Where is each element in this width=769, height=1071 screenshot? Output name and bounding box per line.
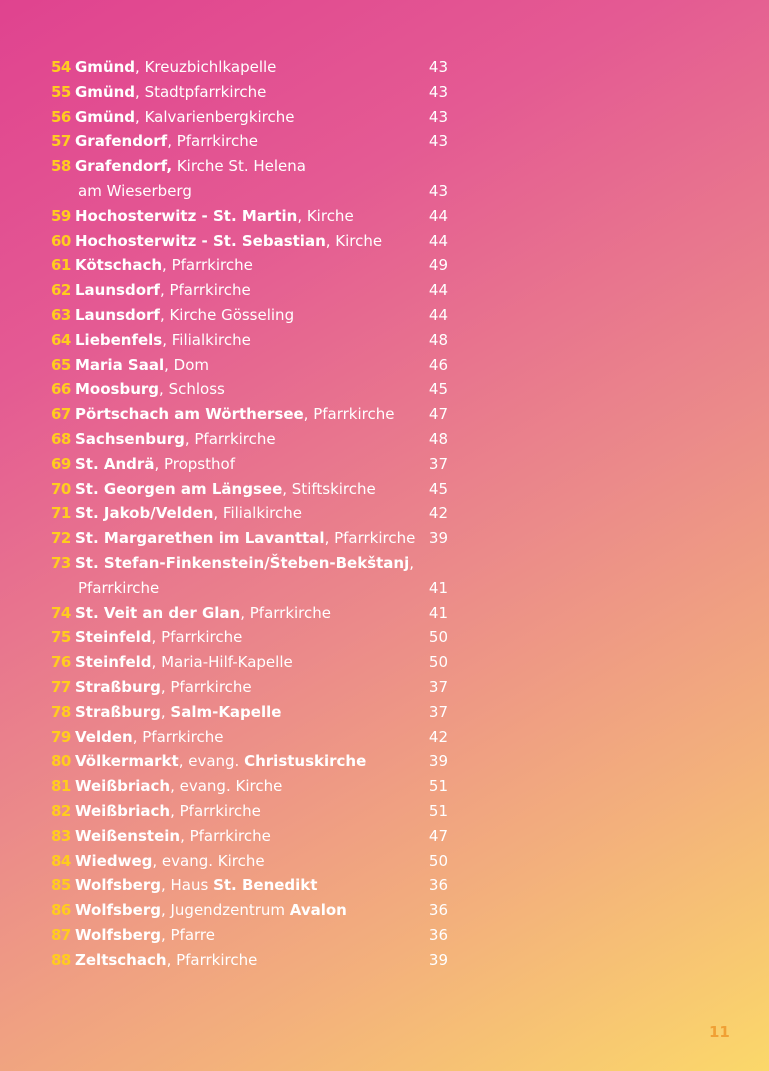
entry-place: St. Andrä bbox=[75, 454, 155, 473]
entry-place: Steinfeld bbox=[75, 628, 152, 647]
entry-description: , Pfarrkirche bbox=[180, 826, 271, 845]
entry-number: 62 bbox=[51, 281, 71, 300]
entry-place: Liebenfels bbox=[75, 330, 163, 349]
entry-place: St. Margarethen im Lavanttal bbox=[75, 529, 325, 548]
entry-description: , Pfarrkirche bbox=[167, 132, 258, 151]
entry-highlight: Salm-Kapelle bbox=[170, 702, 282, 721]
entry-place: Gmünd bbox=[75, 82, 136, 101]
entry-description: , Jugendzentrum bbox=[160, 901, 290, 920]
entry-page: 50 bbox=[428, 653, 448, 672]
entry-place: St. Georgen am Längsee bbox=[75, 479, 283, 498]
entry-place: Pörtschach am Wörthersee bbox=[75, 405, 304, 424]
entry-place: Maria Saal bbox=[75, 355, 165, 374]
entry-description: , Pfarrkirche bbox=[162, 256, 253, 275]
entry-number: 57 bbox=[51, 132, 71, 151]
index-entry bbox=[51, 105, 451, 130]
index-entry bbox=[51, 80, 451, 105]
entry-page: 43 bbox=[428, 181, 448, 200]
index-entry bbox=[51, 501, 451, 526]
page-number: 11 bbox=[709, 1023, 730, 1041]
entry-page: 43 bbox=[428, 132, 448, 151]
entry-place: Moosburg bbox=[75, 380, 160, 399]
entry-page: 50 bbox=[428, 851, 448, 870]
entry-description: , Stiftskirche bbox=[282, 479, 376, 498]
index-entry bbox=[51, 278, 451, 303]
entry-number: 66 bbox=[51, 380, 71, 399]
entry-description: , Haus bbox=[160, 876, 214, 895]
entry-page: 51 bbox=[428, 801, 448, 820]
index-entry bbox=[51, 601, 451, 626]
entry-number: 67 bbox=[51, 405, 71, 424]
entry-number: 80 bbox=[51, 752, 71, 771]
entry-number: 83 bbox=[51, 826, 71, 845]
entry-place: Straßburg bbox=[75, 702, 161, 721]
entry-place: Hochosterwitz - St. Sebastian bbox=[75, 231, 326, 250]
entry-number: 65 bbox=[51, 355, 71, 374]
entry-continuation-text: Pfarrkirche bbox=[78, 578, 160, 597]
entry-page: 46 bbox=[428, 355, 448, 374]
entry-highlight: St. Benedikt bbox=[213, 876, 318, 895]
entry-number: 85 bbox=[51, 876, 71, 895]
entry-place: St. Jakob/Velden bbox=[75, 504, 214, 523]
entry-place: Wolfsberg bbox=[75, 925, 161, 944]
entry-page: 37 bbox=[428, 677, 448, 696]
entry-number: 88 bbox=[51, 950, 71, 969]
index-entry bbox=[51, 650, 451, 675]
entry-place: Grafendorf bbox=[75, 132, 168, 151]
entry-description: Kirche St. Helena bbox=[172, 157, 306, 176]
index-entry bbox=[51, 154, 451, 179]
index-entry bbox=[51, 923, 451, 948]
entry-number: 84 bbox=[51, 851, 71, 870]
entry-place: Weißbriach bbox=[75, 777, 171, 796]
entry-number: 58 bbox=[51, 157, 71, 176]
entry-number: 63 bbox=[51, 305, 71, 324]
entry-place: Straßburg bbox=[75, 677, 161, 696]
entry-description: , Dom bbox=[164, 355, 210, 374]
index-entry bbox=[51, 898, 451, 923]
entry-description: , Pfarrkirche bbox=[303, 405, 395, 424]
entry-place: Zeltschach bbox=[75, 950, 167, 969]
entry-place: Weißenstein bbox=[75, 826, 181, 845]
entry-place: Steinfeld bbox=[75, 653, 152, 672]
index-entry bbox=[51, 948, 451, 973]
entry-description: , Filialkirche bbox=[213, 504, 302, 523]
entry-highlight: Christuskirche bbox=[244, 752, 367, 771]
entry-description: , Pfarrkirche bbox=[170, 801, 261, 820]
index-entry bbox=[51, 700, 451, 725]
index-entry-continuation bbox=[51, 576, 451, 601]
index-entry bbox=[51, 675, 451, 700]
entry-page: 39 bbox=[428, 529, 448, 548]
entry-page: 44 bbox=[428, 281, 448, 300]
entry-number: 77 bbox=[51, 677, 71, 696]
entry-number: 59 bbox=[51, 206, 71, 225]
entry-description: , Pfarrkirche bbox=[151, 628, 243, 647]
entry-place: Gmünd bbox=[75, 58, 136, 76]
entry-place: Sachsenburg bbox=[75, 429, 185, 448]
index-entry bbox=[51, 452, 451, 477]
entry-number: 54 bbox=[51, 58, 71, 76]
index-entry-continuation bbox=[51, 179, 451, 204]
entry-description: , evang. bbox=[178, 752, 245, 771]
entry-page: 45 bbox=[428, 479, 448, 498]
entry-number: 81 bbox=[51, 777, 71, 796]
entry-place: Launsdorf bbox=[75, 305, 160, 324]
entry-page: 41 bbox=[428, 578, 448, 597]
entry-page: 37 bbox=[428, 454, 448, 473]
entry-number: 86 bbox=[51, 901, 71, 920]
entry-page: 37 bbox=[428, 702, 448, 721]
entry-description: , Kirche bbox=[325, 231, 383, 250]
entry-page: 39 bbox=[428, 950, 448, 969]
index-entry bbox=[51, 229, 451, 254]
entry-page: 36 bbox=[428, 876, 448, 895]
entry-page: 42 bbox=[428, 504, 448, 523]
entry-description: , Pfarrkirche bbox=[184, 429, 276, 448]
entry-place: Wolfsberg bbox=[75, 901, 161, 920]
entry-description: , Schloss bbox=[159, 380, 225, 399]
index-entry bbox=[51, 725, 451, 750]
entry-number: 60 bbox=[51, 231, 71, 250]
index-entry bbox=[51, 303, 451, 328]
entry-page: 44 bbox=[428, 231, 448, 250]
entry-place: Grafendorf, bbox=[75, 157, 173, 176]
index-entry bbox=[51, 873, 451, 898]
entry-number: 78 bbox=[51, 702, 71, 721]
entry-page: 49 bbox=[428, 256, 448, 275]
entry-description: , Pfarrkirche bbox=[160, 677, 252, 696]
entry-page: 51 bbox=[428, 777, 448, 796]
entry-description: , Stadtpfarrkirche bbox=[135, 82, 267, 101]
entry-number: 70 bbox=[51, 479, 71, 498]
entry-number: 55 bbox=[51, 82, 71, 101]
entry-number: 56 bbox=[51, 107, 71, 126]
entry-description: , evang. Kirche bbox=[170, 777, 283, 796]
entry-description: , evang. Kirche bbox=[152, 851, 265, 870]
entry-page: 43 bbox=[428, 107, 448, 126]
entry-number: 75 bbox=[51, 628, 71, 647]
entry-number: 61 bbox=[51, 256, 71, 275]
entry-place: St. Veit an der Glan bbox=[75, 603, 241, 622]
entry-page: 43 bbox=[428, 58, 448, 76]
entry-number: 73 bbox=[51, 553, 71, 572]
index-entry bbox=[51, 353, 451, 378]
index-entry bbox=[51, 427, 451, 452]
entry-page: 42 bbox=[428, 727, 448, 746]
entry-number: 64 bbox=[51, 330, 71, 349]
entry-page: 48 bbox=[428, 429, 448, 448]
entry-page: 47 bbox=[428, 405, 448, 424]
entry-number: 68 bbox=[51, 429, 71, 448]
index-entry bbox=[51, 526, 451, 551]
entry-number: 71 bbox=[51, 504, 71, 523]
entry-page: 44 bbox=[428, 305, 448, 324]
entry-description: , Maria-Hilf-Kapelle bbox=[151, 653, 293, 672]
entry-place: Völkermarkt bbox=[75, 752, 179, 771]
index-entry bbox=[51, 774, 451, 799]
entry-place: Wiedweg bbox=[75, 851, 153, 870]
entry-description: , Pfarrkirche bbox=[166, 950, 258, 969]
entry-place: Weißbriach bbox=[75, 801, 171, 820]
entry-page: 44 bbox=[428, 206, 448, 225]
entry-number: 79 bbox=[51, 727, 71, 746]
entry-description: , Pfarrkirche bbox=[159, 281, 251, 300]
entry-description: , Propsthof bbox=[154, 454, 235, 473]
index-entry bbox=[51, 849, 451, 874]
entry-place: Gmünd bbox=[75, 107, 136, 126]
entry-number: 87 bbox=[51, 925, 71, 944]
entry-description: , Filialkirche bbox=[162, 330, 251, 349]
entry-page: 39 bbox=[428, 752, 448, 771]
entry-place: St. Stefan-Finkenstein/Šteben-Bekštanj bbox=[75, 553, 410, 572]
entry-place: Kötschach bbox=[75, 256, 163, 275]
entry-number: 82 bbox=[51, 801, 71, 820]
index-entry bbox=[51, 477, 451, 502]
index-entry bbox=[51, 749, 451, 774]
index-entry bbox=[51, 625, 451, 650]
index-entry bbox=[51, 824, 451, 849]
index-entry bbox=[51, 55, 451, 80]
entry-description: , Pfarrkirche bbox=[324, 529, 416, 548]
index-entry bbox=[51, 253, 451, 278]
entry-page: 50 bbox=[428, 628, 448, 647]
index-entry bbox=[51, 204, 451, 229]
entry-place: Velden bbox=[75, 727, 133, 746]
entry-page: 41 bbox=[428, 603, 448, 622]
index-entry bbox=[51, 377, 451, 402]
index-entry bbox=[51, 328, 451, 353]
entry-continuation-text: am Wieserberg bbox=[78, 181, 192, 200]
entry-description: , Pfarre bbox=[160, 925, 215, 944]
entry-number: 72 bbox=[51, 529, 71, 548]
entry-page: 48 bbox=[428, 330, 448, 349]
entry-page: 43 bbox=[428, 82, 448, 101]
entry-number: 69 bbox=[51, 454, 71, 473]
entry-highlight: Avalon bbox=[289, 901, 347, 920]
index-entry bbox=[51, 129, 451, 154]
entry-place: Launsdorf bbox=[75, 281, 160, 300]
index-entry bbox=[51, 799, 451, 824]
entry-description: , Kreuzbichlkapelle bbox=[135, 58, 277, 76]
index-list bbox=[51, 55, 451, 972]
entry-page: 45 bbox=[428, 380, 448, 399]
entry-description: , Kirche bbox=[297, 206, 354, 225]
entry-page: 36 bbox=[428, 901, 448, 920]
entry-description: , Kalvarienbergkirche bbox=[135, 107, 295, 126]
entry-page: 47 bbox=[428, 826, 448, 845]
entry-place: Wolfsberg bbox=[75, 876, 161, 895]
entry-description: , Pfarrkirche bbox=[132, 727, 224, 746]
entry-description: , Kirche Gösseling bbox=[159, 305, 295, 324]
entry-description: , bbox=[160, 702, 171, 721]
entry-number: 74 bbox=[51, 603, 71, 622]
index-entry bbox=[51, 551, 451, 576]
entry-place: Hochosterwitz - St. Martin bbox=[75, 206, 298, 225]
entry-page: 36 bbox=[428, 925, 448, 944]
entry-number: 76 bbox=[51, 653, 71, 672]
entry-description: , bbox=[409, 553, 415, 572]
index-entry bbox=[51, 402, 451, 427]
entry-description: , Pfarrkirche bbox=[240, 603, 332, 622]
